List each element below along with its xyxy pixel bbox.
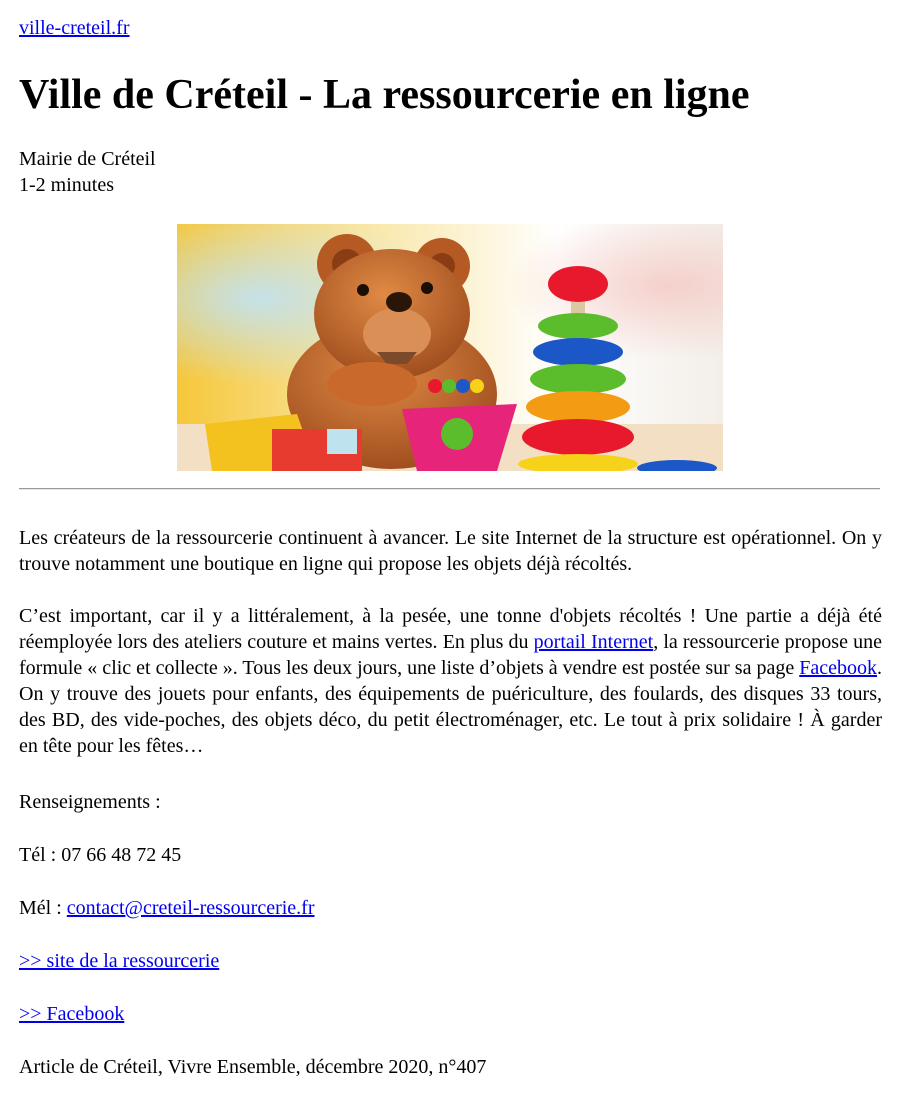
source-link[interactable]: ville-creteil.fr	[19, 17, 130, 39]
phone-line	[19, 842, 181, 868]
page-title: Ville de Créteil - La ressourcerie en ligne	[19, 72, 750, 118]
portail-internet-link[interactable]: portail Internet	[533, 631, 654, 653]
read-time: 1-2 minutes	[19, 174, 114, 196]
paragraph-details-part3: . On y trouve des jouets pour enfants, des équipements de puériculture, des foulards, des disques 33 tours, des BD, des vide-poches, des objets déco, du petit électroménager, etc. Le tout à prix solidaire ! À garder en tête pour les fêtes…	[19, 657, 882, 757]
paragraph-details-part2: , la ressourcerie propose une formule « clic et collecte ». Tous les deux jours, une liste d’objets à vendre est postée sur sa page	[19, 631, 882, 679]
phone-number: 07 66 48 72 45	[61, 844, 182, 866]
article-meta	[19, 146, 156, 198]
info-heading: Renseignements :	[19, 791, 161, 813]
email-link[interactable]: contact@creteil-ressourcerie.fr	[66, 897, 315, 919]
author: Mairie de Créteil	[19, 148, 156, 170]
facebook-inline-link[interactable]: Facebook	[799, 657, 877, 679]
facebook-link-line	[19, 1001, 124, 1027]
paragraph-details	[19, 603, 882, 759]
divider	[19, 488, 880, 490]
paragraph-intro: Les créateurs de la ressourcerie continuent à avancer. Le site Internet de la structure est opérationnel. On y trouve notamment une boutique en ligne qui propose les objets déjà récoltés.	[19, 527, 882, 575]
hero-image	[177, 224, 723, 471]
paragraph-details-part1: C’est important, car il y a littéralement, à la pesée, une tonne d'objets récoltés ! Une partie a déjà été réemployée lors des ateliers couture et mains vertes. En plus du	[19, 605, 882, 653]
facebook-link[interactable]: >> Facebook	[19, 1003, 125, 1025]
phone-label: Tél :	[19, 844, 62, 866]
footer-credit: Article de Créteil, Vivre Ensemble, décembre 2020, n°407	[19, 1056, 487, 1078]
email-label: Mél :	[19, 897, 67, 919]
site-link-line	[19, 948, 219, 974]
teddy-bear-toys-illustration	[177, 224, 723, 471]
ressourcerie-site-link[interactable]: >> site de la ressourcerie	[19, 950, 220, 972]
email-line	[19, 895, 315, 921]
